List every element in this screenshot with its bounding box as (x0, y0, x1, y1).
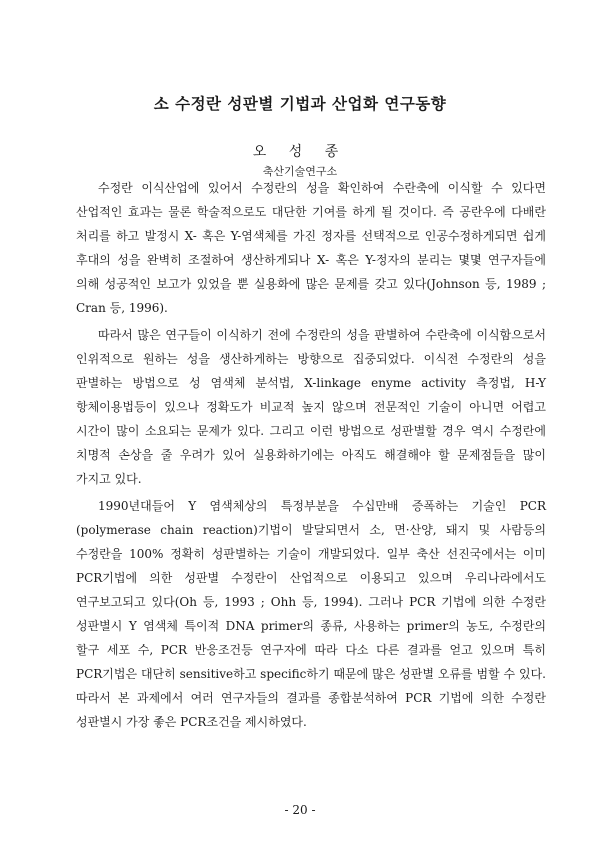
paragraph-pcr: 1990년대들어 Y 염색체상의 특정부분을 수십만배 증폭하는 기술인 PCR (polymerase chain reaction)기법이 발달되면서 소, 면·산양, 돼지 및 사람등의 수정란을 100% 정확히 성판별하는 기술이 개발되었다. 일부 축산 선진국에서는 이미 PCR기법에 의한 성판별 수정란이 산업적으로 이용되고 있으며 우리나라에서도 연구보고되고 있다(Oh 등, 1993 ; Ohh 등, 1994). 그러나 PCR 기법에 의한 수정란 성판별시 Y 염색체 특이적 DNA primer의 종류, 사용하는 primer의 농도, 수정란의 할구 세포 수, PCR 반응조건등 연구자에 따라 다소 다른 결과를 얻고 있으며 특히 PCR기법은 대단히 sensitive하고 specific하기 때문에 많은 성판별 오류를 범할 수 있다. 따라서 본 과제에서 여러 연구자들의 결과를 종합분석하여 PCR 기법에 의한 수정란 성판별시 가장 좋은 PCR조건을 제시하였다. (76, 499, 546, 729)
page-number: - 20 - (284, 803, 316, 817)
paragraph-intro: 수정란 이식산업에 있어서 수정란의 성을 확인하여 수란축에 이식할 수 있다면 산업적인 효과는 물론 학술적으로도 대단한 기여를 하게 될 것이다. 즉 공란우에 다배란 처리를 하고 발정시 X- 혹은 Y-염색체를 가진 정자를 선택적으로 인공수정하게되면 쉽게 후대의 성을 완벽히 조절하여 생산하게되나 X- 혹은 Y-정자의 분리는 몇몇 연구자들에 의해 성공적인 보고가 있었을 뿐 실용화에 많은 문제를 갖고 있다(Johnson 등, 1989 ; Cran 등, 1996). (76, 181, 546, 315)
body-text (76, 176, 546, 734)
paragraph-methods: 따라서 많은 연구들이 이식하기 전에 수정란의 성을 판별하여 수란축에 이식함으로서 인위적으로 원하는 성을 생산하게하는 방향으로 집중되었다. 이식전 수정란의 성을 판별하는 방법으로 성 염색체 분석법, X-linkage enyme activity 측정법, H-Y 항체이용법등이 있으나 정확도가 비교적 높지 않으며 전문적인 기술이 아니면 어렵고 시간이 많이 소요되는 문제가 있다. 그리고 이런 방법으로 성판별할 경우 역시 수정란에 치명적 손상을 줄 우려가 있어 실용화하기에는 아직도 해결해야 할 문제점들을 많이 가지고 있다. (76, 328, 546, 486)
author-affiliation: 축산기술연구소 (262, 165, 338, 178)
document-title: 소 수정란 성판별 기법과 산업화 연구동향 (153, 95, 447, 113)
author-name: 오 성 종 (252, 144, 348, 160)
